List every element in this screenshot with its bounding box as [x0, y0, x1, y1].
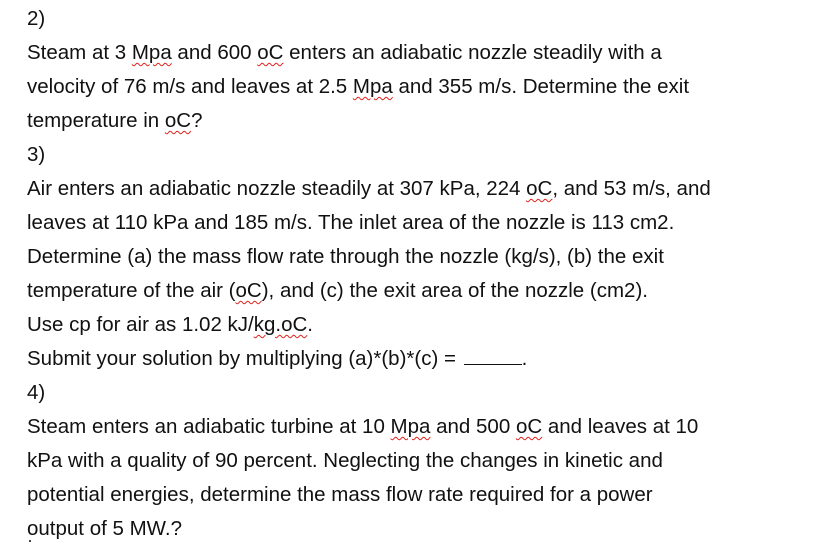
text-line — [27, 342, 827, 376]
text-segment: Determine (a) the mass flow rate through the nozzle (kg/s), (b) the exit — [27, 245, 664, 268]
spellcheck-flagged-word: oC — [526, 177, 553, 200]
text-line — [27, 478, 827, 512]
text-segment: Submit your solution by multiplying (a)*(b)*(c) = — [27, 347, 462, 370]
text-segment: leaves at 110 kPa and 185 m/s. The inlet area of the nozzle is 113 cm2. — [27, 211, 675, 234]
text-segment: velocity of 76 m/s and leaves at 2.5 — [27, 75, 353, 98]
text-segment: . — [521, 347, 528, 370]
problem-number: 4) — [27, 381, 46, 404]
text-line — [27, 206, 827, 240]
text-segment: , and 53 m/s, and — [552, 177, 711, 200]
text-line — [27, 36, 827, 70]
text-segment: and 600 — [171, 41, 258, 64]
answer-blank — [464, 346, 522, 365]
text-segment: kPa with a quality of 90 percent. Neglecting the changes in kinetic and — [27, 449, 663, 472]
text-segment: Air enters an adiabatic nozzle steadily at 307 kPa, 224 — [27, 177, 527, 200]
text-segment: and 500 — [430, 415, 516, 438]
text-segment: and leaves at 10 — [542, 415, 699, 438]
spellcheck-flagged-word: oC — [515, 415, 543, 438]
spellcheck-flagged-word: oC — [164, 109, 192, 132]
problem-text — [27, 172, 827, 376]
text-segment: and 355 m/s. Determine the exit — [392, 75, 690, 98]
text-segment: ), and (c) the exit area of the nozzle (cm2). — [261, 279, 648, 302]
text-segment: output of 5 MW.? — [27, 517, 182, 540]
text-line — [27, 240, 827, 274]
text-segment: potential energies, determine the mass flow rate required for a power — [27, 483, 653, 506]
spellcheck-flagged-word: Mpa — [390, 415, 431, 438]
spellcheck-flagged-word: oC — [235, 279, 262, 302]
document-body — [27, 2, 827, 546]
text-line — [27, 512, 827, 546]
text-line — [27, 274, 827, 308]
text-line — [27, 410, 827, 444]
text-line — [27, 70, 827, 104]
text-segment: Steam enters an adiabatic turbine at 10 — [27, 415, 391, 438]
text-segment: temperature of the air ( — [27, 279, 236, 302]
text-segment: enters an adiabatic nozzle steadily with a — [283, 41, 662, 64]
text-segment: temperature in — [27, 109, 165, 132]
spellcheck-flagged-word: Mpa — [352, 75, 393, 98]
text-segment: . — [307, 313, 313, 336]
text-line — [27, 172, 827, 206]
problem-number: 3) — [27, 143, 46, 166]
problem-text — [27, 36, 827, 138]
problem-number: 2) — [27, 7, 46, 30]
text-segment: Use cp for air as 1.02 kJ/ — [27, 313, 254, 336]
spellcheck-flagged-word: oC — [257, 41, 284, 64]
text-line — [27, 308, 827, 342]
spellcheck-flagged-word: Mpa — [131, 41, 172, 64]
text-segment: ? — [191, 109, 203, 132]
spellcheck-flagged-word: kg.oC — [253, 313, 308, 336]
text-line — [27, 104, 827, 138]
stray-mark — [29, 540, 31, 542]
problem-text — [27, 410, 827, 546]
text-segment: Steam at 3 — [27, 41, 132, 64]
text-line — [27, 444, 827, 478]
